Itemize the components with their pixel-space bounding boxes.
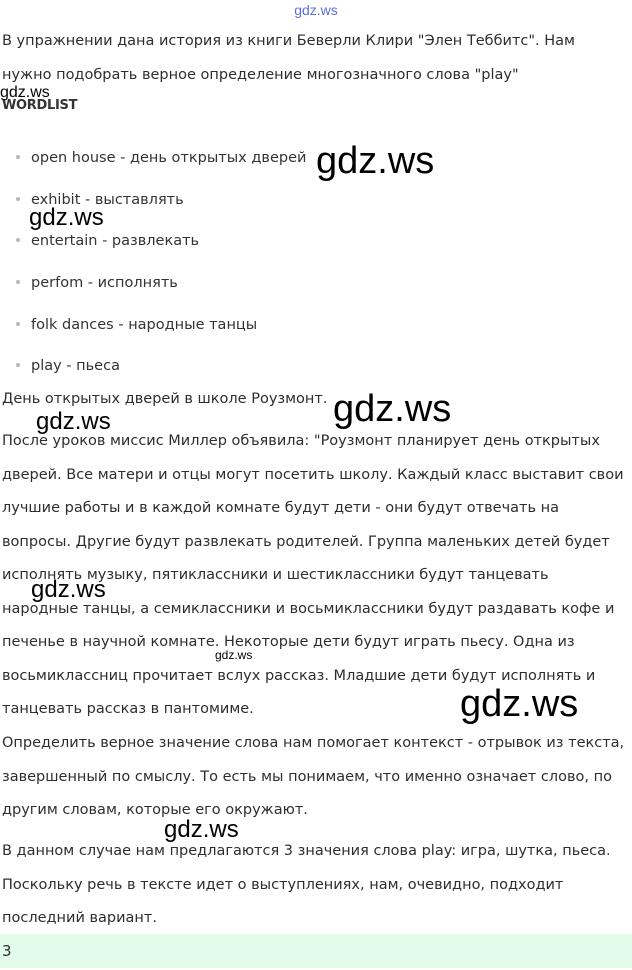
watermark: gdz.ws bbox=[215, 648, 253, 662]
bullet-icon bbox=[16, 238, 20, 242]
wordlist-item: entertain - развлекать bbox=[16, 230, 199, 252]
watermark: gdz.ws bbox=[29, 204, 104, 231]
bullet-icon bbox=[16, 322, 20, 326]
story-title: День открытых дверей в школе Роузмонт. bbox=[2, 391, 328, 407]
watermark: gdz.ws bbox=[316, 140, 435, 182]
site-brand: gdz.ws bbox=[294, 2, 338, 18]
wordlist-item: play - пьеса bbox=[16, 355, 120, 377]
watermark: gdz.ws bbox=[0, 84, 50, 101]
conclusion-paragraph: В данном случае нам предлагаются 3 значения слова play: игра, шутка, пьеса. Поскольку речь в тексте идет о выступлениях, нам, очевидно, подходит последний вариант. bbox=[2, 843, 611, 926]
bullet-icon bbox=[16, 197, 20, 201]
bullet-icon bbox=[16, 363, 20, 367]
bullet-icon bbox=[16, 155, 20, 159]
watermark: gdz.ws bbox=[333, 388, 452, 430]
watermark: gdz.ws bbox=[460, 683, 579, 725]
wordlist-heading: WORDLIST bbox=[2, 98, 78, 113]
wordlist-item: open house - день открытых дверей bbox=[16, 147, 306, 169]
wordlist-item: exhibit - выставлять bbox=[16, 189, 184, 211]
context-paragraph: Определить верное значение слова нам помогает контекст - отрывок из текста, завершенный по смыслу. То есть мы понимаем, что именно означает слово, по другим словам, которые его окружают. bbox=[2, 735, 625, 818]
intro-paragraph: В упражнении дана история из книги Беверли Клири "Элен Теббитс". Нам нужно подобрать верное определение многозначного слова "play" bbox=[2, 33, 575, 83]
answer-box: 3 bbox=[0, 934, 632, 968]
watermark: gdz.ws bbox=[31, 576, 106, 603]
wordlist-item: perfom - исполнять bbox=[16, 272, 178, 294]
wordlist-item: folk dances - народные танцы bbox=[16, 314, 257, 336]
story-text: После уроков миссис Миллер объявила: "Роузмонт планирует день открытых дверей. Все матери и отцы могут посетить школу. Каждый класс выставит свои лучшие работы и в каждой комнате будут дети - они будут отвечать на вопросы. Другие будут развлекать родителей. Группа маленьких детей будет исполнять музыку, пятиклассники и шестиклассники будут танцевать народные танцы, а семиклассники и восьмиклассники будут раздавать кофе и печенье в научной комнате. Некоторые дети будут играть пьесу. Одна из восьмиклассниц прочитает вслух рассказ. Младшие дети будут исполнять и танцевать рассказ в пантомиме. bbox=[2, 433, 624, 717]
watermark: gdz.ws bbox=[164, 816, 239, 843]
watermark: gdz.ws bbox=[36, 408, 111, 435]
bullet-icon bbox=[16, 280, 20, 284]
